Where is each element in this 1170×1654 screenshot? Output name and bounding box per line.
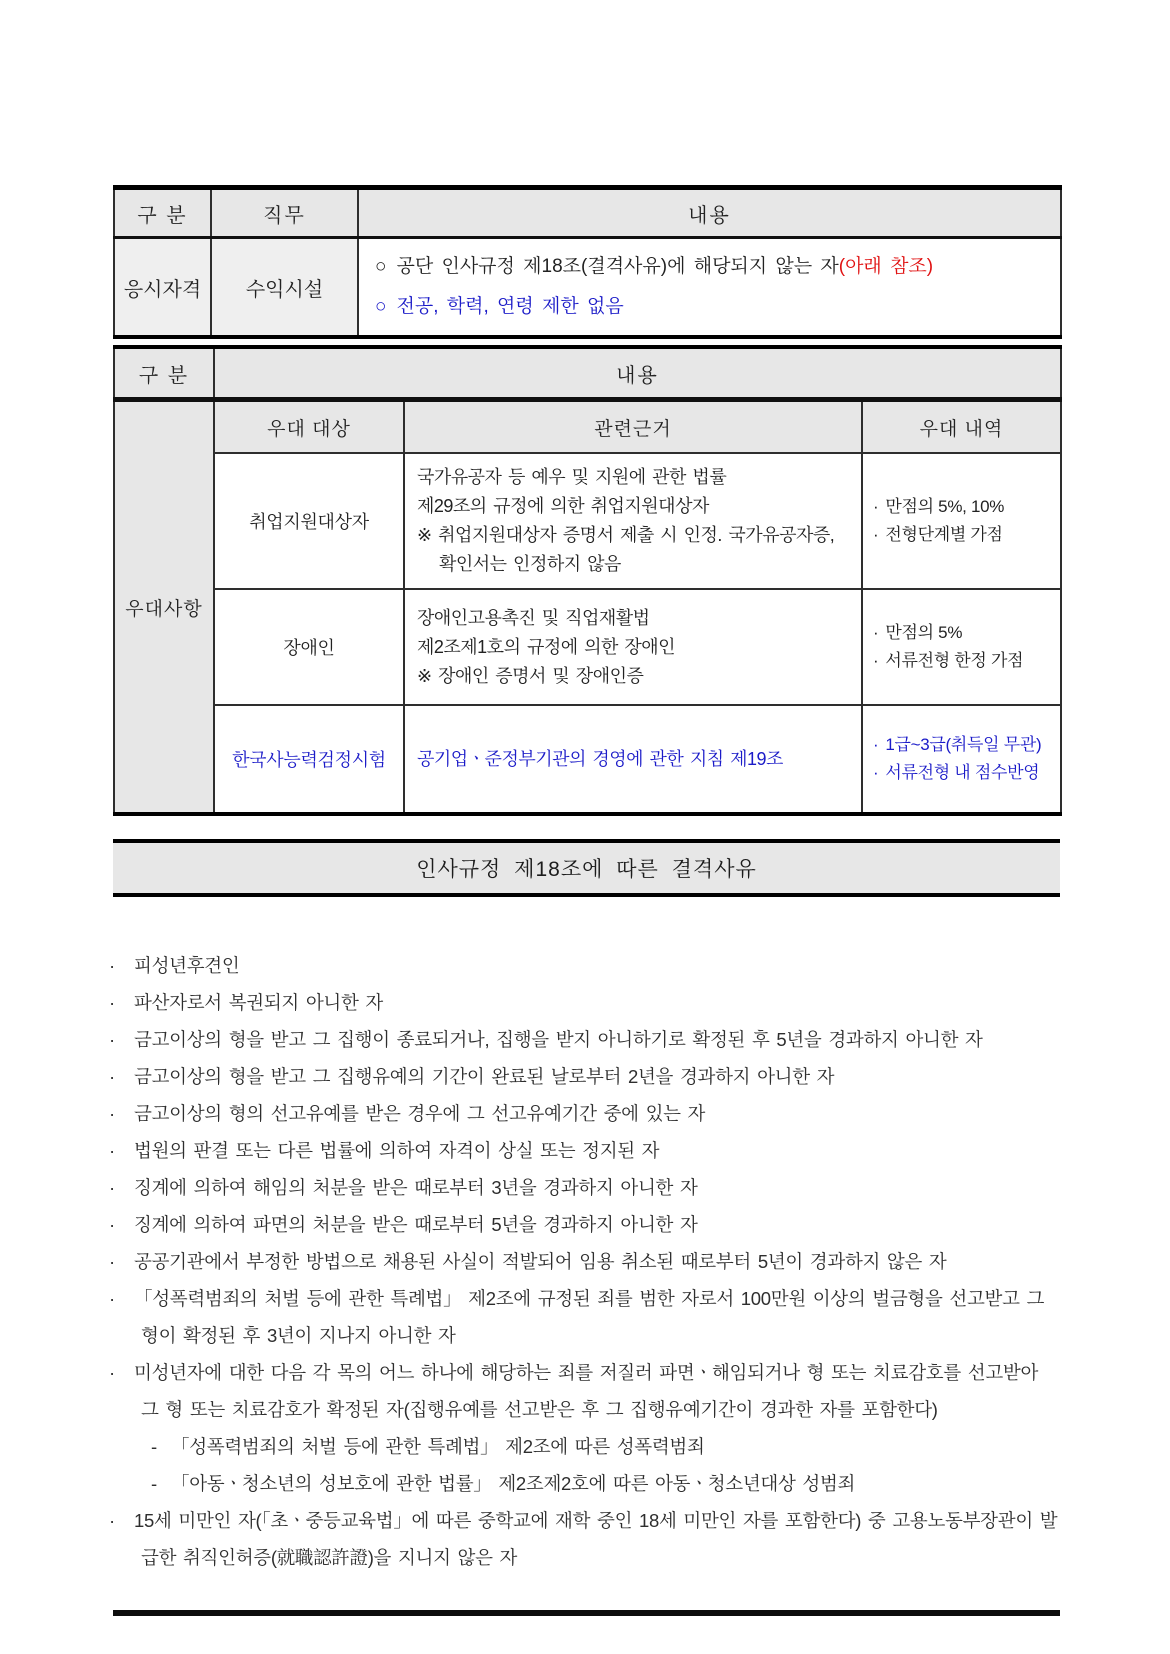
list-item-text: 피성년후견인: [134, 955, 240, 976]
disqualification-list: [109, 947, 1060, 1576]
preference-row-disabled: [114, 589, 1061, 705]
list-item: · 파산자로서 복권되지 아니한 자: [109, 992, 383, 1013]
dot-marker: ·: [873, 497, 879, 516]
list-item-text: 미성년자에 대한 다음 각 목의 어느 하나에 해당하는 죄를 저질러 파면ㆍ해임되거나 형 또는 치료감호를 선고받아 그 형 또는 치료감호가 확정된 자(집행유예를 선고받은 후 그 집행유예기간이 경과한 자를 포함한다): [134, 1362, 1039, 1420]
dot-marker: ·: [873, 623, 879, 642]
list-item: · 금고이상의 형의 선고유예를 받은 경우에 그 선고유예기간 중에 있는 자: [109, 1103, 706, 1124]
list-item: · 「성폭력범죄의 처벌 등에 관한 특례법」 제2조에 규정된 죄를 범한 자로서 100만원 이상의 벌금형을 선고받고 그 형이 확정된 후 3년이 지나지 아니한 자: [109, 1288, 1045, 1346]
benefit-cell: [862, 705, 1061, 814]
qualification-line-2: [375, 287, 1060, 327]
benefit-line: [873, 731, 1060, 759]
benefit-line: [873, 647, 1060, 675]
dot-marker: ·: [873, 763, 879, 782]
list-item: · 징계에 의하여 해임의 처분을 받은 때로부터 3년을 경과하지 아니한 자: [109, 1177, 698, 1198]
circle-marker: ○: [375, 296, 387, 317]
list-item-text: 「성폭력범죄의 처벌 등에 관한 특례법」 제2조에 규정된 죄를 범한 자로서 100만원 이상의 벌금형을 선고받고 그 형이 확정된 후 3년이 지나지 아니한 자: [134, 1288, 1045, 1346]
benefit-text: 1급~3급(취득일 무관): [885, 735, 1042, 754]
list-sub-item: - 「아동ㆍ청소년의 성보호에 관한 법률」 제2조제2호에 따른 아동ㆍ청소년대상 성범죄: [151, 1473, 856, 1494]
list-item: · 금고이상의 형을 받고 그 집행이 종료되거나, 집행을 받지 아니하기로 확정된 후 5년을 경과하지 아니한 자: [109, 1029, 983, 1050]
basis-cell: [404, 705, 862, 814]
qualification-content-cell: [358, 238, 1061, 338]
benefit-text: 만점의 5%: [885, 623, 963, 642]
basis-line: ※ 취업지원대상자 증명서 제출 시 인정. 국가유공자증,: [417, 525, 835, 545]
dot-marker: ·: [873, 525, 879, 544]
list-item: · 법원의 판결 또는 다른 법률에 의하여 자격이 상실 또는 정지된 자: [109, 1140, 660, 1161]
benefit-line: [873, 493, 1060, 521]
list-item-text: 15세 미만인 자(「초ㆍ중등교육법」에 따른 중학교에 재학 중인 18세 미만인 자를 포함한다) 중 고용노동부장관이 발급한 취직인허증(就職認許證)을 지니지 않은 자: [134, 1510, 1058, 1568]
list-item-text: 징계에 의하여 파면의 처분을 받은 때로부터 5년을 경과하지 아니한 자: [134, 1214, 698, 1235]
basis-line: 공기업ㆍ준정부기관의 경영에 관한 지침 제19조: [417, 748, 783, 769]
list-item: · 미성년자에 대한 다음 각 목의 어느 하나에 해당하는 죄를 저질러 파면ㆍ해임되거나 형 또는 치료감호를 선고받아 그 형 또는 치료감호가 확정된 자(집행유예를 선고받은 후 그 집행유예기간이 경과한 자를 포함한다): [109, 1362, 1039, 1420]
header-job: 직무: [211, 188, 358, 238]
basis-line: 제2조제1호의 규정에 의한 장애인: [417, 636, 676, 657]
basis-cell: [404, 589, 862, 705]
qualification-table: [113, 185, 1062, 339]
qualification-table-header: [114, 188, 1061, 238]
preference-table-header: [114, 347, 1061, 400]
qualification-category-cell: 응시자격: [114, 238, 211, 338]
subheader-target: 우대 대상: [214, 400, 404, 454]
list-sub-item: - 「성폭력범죄의 처벌 등에 관한 특례법」 제2조에 따른 성폭력범죄: [151, 1436, 705, 1457]
list-item-text: 공공기관에서 부정한 방법으로 채용된 사실이 적발되어 임용 취소된 때로부터 5년이 경과하지 않은 자: [134, 1251, 947, 1272]
qualification-job-cell: 수익시설: [211, 238, 358, 338]
dot-marker: ·: [873, 735, 879, 754]
benefit-text: 서류전형 내 점수반영: [885, 763, 1040, 782]
qualification-line-1-text: 공단 인사규정 제18조(결격사유)에 해당되지 않는 자: [396, 256, 839, 277]
preference-row-employment-support: [114, 453, 1061, 589]
preference-table: [113, 345, 1062, 816]
basis-line: ※ 장애인 증명서 및 장애인증: [417, 665, 644, 686]
benefit-line: [873, 759, 1060, 787]
header-category: 구 분: [114, 188, 211, 238]
preference-row-korean-history-exam: [114, 705, 1061, 814]
qualification-line-1: [375, 247, 1060, 287]
header-content: 내용: [214, 347, 1061, 400]
qualification-line-1-note: (아래 참조): [838, 256, 934, 277]
benefit-cell: [862, 453, 1061, 589]
list-item-text: 법원의 판결 또는 다른 법률에 의하여 자격이 상실 또는 정지된 자: [134, 1140, 660, 1161]
list-sub-item-text: 「아동ㆍ청소년의 성보호에 관한 법률」 제2조제2호에 따른 아동ㆍ청소년대상 성범죄: [171, 1473, 856, 1494]
benefit-text: 만점의 5%, 10%: [885, 497, 1005, 516]
dot-marker: ·: [873, 651, 879, 670]
benefit-line: [873, 619, 1060, 647]
list-item: · 공공기관에서 부정한 방법으로 채용된 사실이 적발되어 임용 취소된 때로부터 5년이 경과하지 않은 자: [109, 1251, 947, 1272]
basis-line: 확인서는 인정하지 않음: [439, 554, 621, 574]
basis-line: 장애인고용촉진 및 직업재활법: [417, 607, 650, 628]
list-item: · 15세 미만인 자(「초ㆍ중등교육법」에 따른 중학교에 재학 중인 18세 미만인 자를 포함한다) 중 고용노동부장관이 발급한 취직인허증(就職認許證)을 지니지 않은 자: [109, 1510, 1058, 1568]
list-item-text: 금고이상의 형을 받고 그 집행유예의 기간이 완료된 날로부터 2년을 경과하지 아니한 자: [134, 1066, 835, 1087]
section-title: 인사규정 제18조에 따른 결격사유: [416, 858, 757, 881]
list-item: · 징계에 의하여 파면의 처분을 받은 때로부터 5년을 경과하지 아니한 자: [109, 1214, 698, 1235]
list-sub-item-text: 「성폭력범죄의 처벌 등에 관한 특례법」 제2조에 따른 성폭력범죄: [171, 1436, 705, 1457]
list-item-text: 징계에 의하여 해임의 처분을 받은 때로부터 3년을 경과하지 아니한 자: [134, 1177, 698, 1198]
subheader-benefit: 우대 내역: [862, 400, 1061, 454]
list-item-text: 금고이상의 형의 선고유예를 받은 경우에 그 선고유예기간 중에 있는 자: [134, 1103, 706, 1124]
preference-subheader: [114, 400, 1061, 454]
benefit-line: [873, 521, 1060, 549]
subheader-basis: 관련근거: [404, 400, 862, 454]
list-item-text: 파산자로서 복권되지 아니한 자: [134, 992, 383, 1013]
header-content: 내용: [358, 188, 1061, 238]
preference-group-cell: 우대사항: [114, 400, 214, 815]
list-item: · 금고이상의 형을 받고 그 집행유예의 기간이 완료된 날로부터 2년을 경과하지 아니한 자: [109, 1066, 835, 1087]
qualification-line-2-text: 전공, 학력, 연령 제한 없음: [396, 296, 624, 317]
benefit-text: 서류전형 한정 가점: [885, 651, 1024, 670]
target-cell: 취업지원대상자: [214, 453, 404, 589]
disqualification-section-bar: [113, 839, 1060, 897]
header-category: 구 분: [114, 347, 214, 400]
document-page: [109, 0, 1060, 1616]
benefit-text: 전형단계별 가점: [885, 525, 1003, 544]
qualification-row: [114, 238, 1061, 338]
target-cell: 장애인: [214, 589, 404, 705]
basis-line: 국가유공자 등 예우 및 지원에 관한 법률: [417, 467, 727, 487]
list-item-text: 금고이상의 형을 받고 그 집행이 종료되거나, 집행을 받지 아니하기로 확정된 후 5년을 경과하지 아니한 자: [134, 1029, 983, 1050]
circle-marker: ○: [375, 256, 387, 277]
basis-cell: [404, 453, 862, 589]
target-cell: 한국사능력검정시험: [214, 705, 404, 814]
list-item: · 피성년후견인: [109, 955, 240, 976]
basis-line: 제29조의 규정에 의한 취업지원대상자: [417, 496, 709, 516]
benefit-cell: [862, 589, 1061, 705]
bottom-rule: [113, 1610, 1060, 1616]
